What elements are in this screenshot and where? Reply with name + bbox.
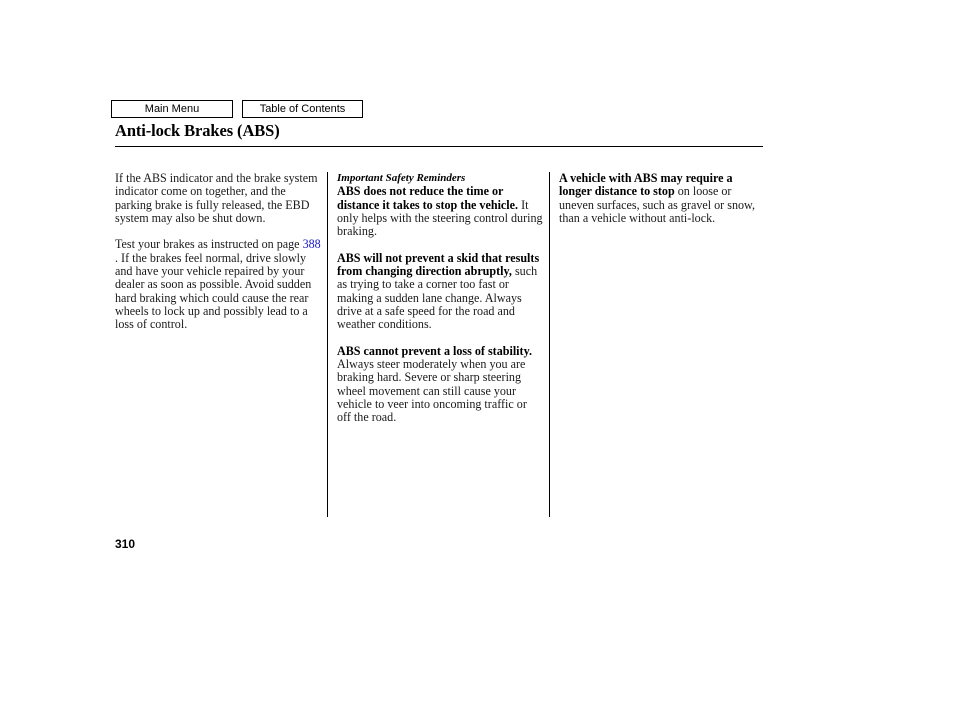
page-388-link[interactable]: 388 xyxy=(302,237,321,252)
right-column xyxy=(559,172,765,225)
safety-reminders-heading: Important Safety Reminders xyxy=(337,172,466,184)
reminder-skid-text: such as trying to take a corner too fast or making a sudden lane change. Always drive at a safe speed for the road and weather conditions. xyxy=(337,264,538,332)
table-of-contents-button[interactable]: Table of Contents xyxy=(242,100,363,118)
column-divider-1 xyxy=(327,172,328,517)
test-brakes-paragraph xyxy=(115,238,321,331)
main-menu-button[interactable]: Main Menu xyxy=(111,100,233,118)
longer-distance-text: on loose or uneven surfaces, such as gravel or snow, than a vehicle without anti-lock. xyxy=(559,184,756,225)
reminder-skid xyxy=(337,252,543,332)
reminder-skid-bold: ABS will not prevent a skid that results from changing direction abruptly, xyxy=(337,250,540,279)
longer-distance-bold: A vehicle with ABS may require a longer distance to stop xyxy=(559,171,733,199)
left-column xyxy=(115,172,321,332)
page-number: 310 xyxy=(115,537,136,551)
title-divider xyxy=(115,146,763,147)
test-brakes-text-end: . If the brakes feel normal, drive slowly and have your vehicle repaired by your dealer as soon as possible. Avoid sudden hard braking which could cause the rear wheels to lock up and possibly lead to a loss of control. xyxy=(115,250,312,332)
reminder-stopping-distance-bold: ABS does not reduce the time or distance it takes to stop the vehicle. xyxy=(337,184,519,212)
reminder-stopping-distance-text: It only helps with the steering control during braking. xyxy=(337,197,543,239)
test-brakes-text-start: Test your brakes as instructed on page xyxy=(115,237,303,252)
reminder-stability xyxy=(337,345,543,425)
page-title: Anti-lock Brakes (ABS) xyxy=(115,121,280,140)
column-divider-2 xyxy=(549,172,550,517)
abs-indicator-paragraph: If the ABS indicator and the brake system indicator come on together, and the parking brake is fully released, the EBD system may also be shut down. xyxy=(115,171,318,225)
reminder-stability-text: Always steer moderately when you are braking hard. Severe or sharp steering wheel movement can still cause your vehicle to veer into oncoming traffic or off the road. xyxy=(337,357,527,425)
middle-column xyxy=(337,172,543,425)
reminder-stopping-distance xyxy=(337,185,543,238)
longer-distance-paragraph xyxy=(559,172,765,225)
reminder-stability-bold: ABS cannot prevent a loss of stability. xyxy=(337,343,532,358)
